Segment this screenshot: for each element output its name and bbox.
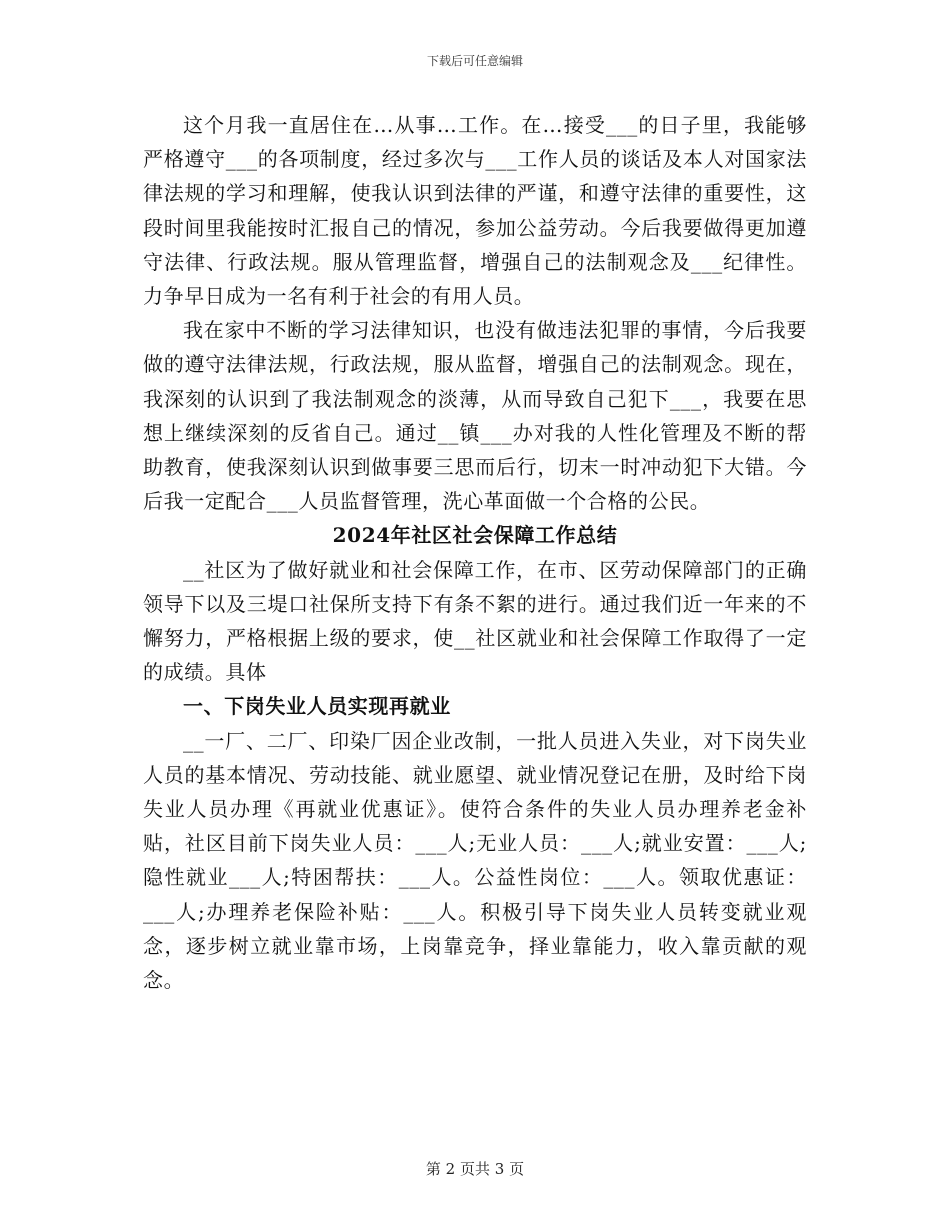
section-heading-reemployment: 一、下岗失业人员实现再就业 — [183, 694, 451, 719]
paragraph-summary-intro: __社区为了做好就业和社会保障工作，在市、区劳动保障部门的正确领导下以及三堤口社保所支持下有条不絮的进行。通过我们近一年来的不懈努力，严格根据上级的要求，使__社区就业和社会保障工作取得了一定的成绩。具体 — [143, 557, 807, 685]
page-footer: 第 2 页共 3 页 — [425, 1160, 525, 1178]
page-header: 下载后可任意编辑 — [426, 54, 523, 68]
document-title: 2024年社区社会保障工作总结 — [332, 523, 618, 548]
paragraph-self-reflection: 我在家中不断的学习法律知识，也没有做违法犯罪的事情，今后我要做的遵守法律法规，行政法规，服从监督，增强自己的法制观念。现在，我深刻的认识到了我法制观念的淡薄，从而导致自己犯下___，我要在思想上继续深刻的反省自己。通过__镇___办对我的人性化管理及不断的帮助教育，使我深刻认识到做事要三思而后行，切末一时冲动犯下大错。今后我一定配合___人员监督管理，洗心革面做一个合格的公民。 — [143, 318, 807, 514]
paragraph-monthly-report: 这个月我一直居住在…从事…工作。在…接受___的日子里，我能够严格遵守___的各项制度，经过多次与___工作人员的谈话及本人对国家法律法规的学习和理解，使我认识到法律的严谨，和遵守法律的重要性，这段时间里我能按时汇报自己的情况，参加公益劳动。今后我要做得更加遵守法律、行政法规。服从管理监督，增强自己的法制观念及___纪律性。力争早日成为一名有利于社会的有用人员。 — [143, 113, 807, 309]
paragraph-reemployment-details: __一厂、二厂、印染厂因企业改制，一批人员进入失业，对下岗失业人员的基本情况、劳动技能、就业愿望、就业情况登记在册，及时给下岗失业人员办理《再就业优惠证》。使符合条件的失业人员办理养老金补贴，社区目前下岗失业人员：___人;无业人员：___人;就业安置：___人;隐性就业___人;特困帮扶：___人。公益性岗位：___人。领取优惠证：___人;办理养老保险补贴：___人。积极引导下岗失业人员转变就业观念，逐步树立就业靠市场，上岗靠竞争，择业靠能力，收入靠贡献的观念。 — [143, 728, 807, 993]
document-body — [143, 108, 807, 997]
